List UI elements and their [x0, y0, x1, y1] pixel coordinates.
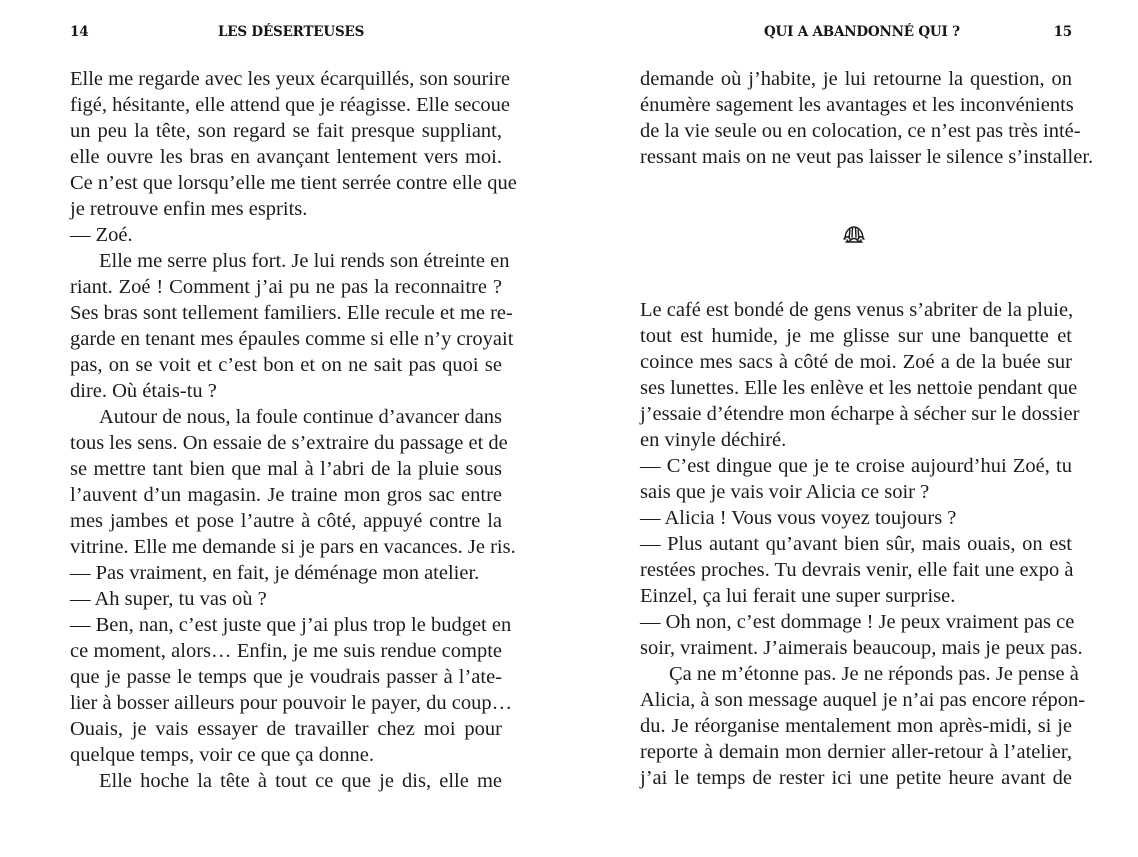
- text-line: reporte à demain mon dernier aller-retour à l’atelier,: [640, 741, 1072, 763]
- body-text-section-one: [640, 66, 1094, 170]
- text-line: mes jambes et pose l’autre à côté, appuyé contre la: [70, 510, 502, 532]
- text-line: — Zoé.: [70, 224, 133, 246]
- text-line: en vinyle déchiré.: [640, 429, 787, 451]
- text-line: restées proches. Tu devrais venir, elle fait une expo à: [640, 559, 1074, 581]
- page-number: 15: [1053, 24, 1072, 40]
- text-line: que je passe le temps que je voudrais passer à l’ate-: [70, 666, 502, 688]
- text-line: ce moment, alors… Enfin, je me suis rendue compte: [70, 640, 502, 662]
- text-line: pas, on se voit et c’est bon et on ne sait pas quoi se: [70, 354, 502, 376]
- text-line: Elle me serre plus fort. Je lui rends son étreinte en: [99, 250, 510, 272]
- text-line: énumère sagement les avantages et les inconvénients: [640, 94, 1074, 116]
- text-line: elle ouvre les bras en avançant lentement vers moi.: [70, 146, 502, 168]
- text-line: Le café est bondé de gens venus s’abriter de la pluie,: [640, 299, 1074, 321]
- text-line: Ce n’est que lorsqu’elle me tient serrée contre elle que: [70, 172, 517, 194]
- text-line: je retrouve enfin mes esprits.: [70, 198, 308, 220]
- text-line: Ouais, je vais essayer de travailler chez moi pour: [70, 718, 502, 740]
- text-line: j’ai le temps de rester ici une petite heure avant de: [640, 767, 1072, 789]
- shell-ornament-icon: [842, 224, 866, 244]
- text-line: sais que je vais voir Alicia ce soir ?: [640, 481, 930, 503]
- text-line: — Plus autant qu’avant bien sûr, mais ouais, on est: [640, 533, 1072, 555]
- text-line: ses lunettes. Elle les enlève et les nettoie pendant que: [640, 377, 1078, 399]
- text-line: Alicia, à son message auquel je n’ai pas encore répon-: [640, 689, 1086, 711]
- text-line: — C’est dingue que je te croise aujourd’hui Zoé, tu: [640, 455, 1072, 477]
- right-page: [640, 0, 1094, 857]
- text-line: tous les sens. On essaie de s’extraire du passage et de: [70, 432, 508, 454]
- running-head-left: [70, 24, 502, 44]
- body-text-section-two: [640, 297, 1086, 791]
- running-title: LES DÉSERTEUSES: [218, 24, 365, 40]
- text-line: se mettre tant bien que mal à l’abri de la pluie sous: [70, 458, 502, 480]
- text-line: Elle me regarde avec les yeux écarquillés, son sourire: [70, 68, 510, 90]
- text-line: — Ben, nan, c’est juste que j’ai plus trop le budget en: [70, 614, 512, 636]
- left-page: [70, 0, 517, 857]
- text-line: ressant mais on ne veut pas laisser le silence s’installer.: [640, 146, 1094, 168]
- body-text: [70, 66, 517, 794]
- text-line: — Oh non, c’est dommage ! Je peux vraiment pas ce: [640, 611, 1075, 633]
- text-line: quelque temps, voir ce que ça donne.: [70, 744, 374, 766]
- running-title: QUI A ABANDONNÉ QUI ?: [764, 24, 960, 40]
- text-line: soir, vraiment. J’aimerais beaucoup, mais je peux pas.: [640, 637, 1083, 659]
- text-line: — Ah super, tu vas où ?: [70, 588, 267, 610]
- text-line: Einzel, ça lui ferait une super surprise.: [640, 585, 956, 607]
- text-line: Elle hoche la tête à tout ce que je dis, elle me: [99, 770, 502, 792]
- text-line: garde en tenant mes épaules comme si elle n’y croyait: [70, 328, 514, 350]
- running-head-right: [640, 24, 1072, 44]
- text-line: de la vie seule ou en colocation, ce n’est pas très inté-: [640, 120, 1081, 142]
- text-line: Ça ne m’étonne pas. Je ne réponds pas. Je pense à: [669, 663, 1079, 685]
- text-line: riant. Zoé ! Comment j’ai pu ne pas la reconnaitre ?: [70, 276, 502, 298]
- text-line: Ses bras sont tellement familiers. Elle recule et me re-: [70, 302, 513, 324]
- text-line: figé, hésitante, elle attend que je réagisse. Elle secoue: [70, 94, 510, 116]
- text-line: coince mes sacs à côté de moi. Zoé a de la buée sur: [640, 351, 1072, 373]
- text-line: tout est humide, je me glisse sur une banquette et: [640, 325, 1072, 347]
- page-number: 14: [70, 24, 89, 40]
- text-line: dire. Où étais-tu ?: [70, 380, 217, 402]
- text-line: — Pas vraiment, en fait, je déménage mon atelier.: [70, 562, 480, 584]
- text-line: vitrine. Elle me demande si je pars en vacances. Je ris.: [70, 536, 516, 558]
- text-line: — Alicia ! Vous vous voyez toujours ?: [640, 507, 957, 529]
- text-line: lier à bosser ailleurs pour pouvoir le payer, du coup…: [70, 692, 513, 714]
- text-line: du. Je réorganise mentalement mon après-midi, si je: [640, 715, 1072, 737]
- text-line: un peu la tête, son regard se fait presque suppliant,: [70, 120, 502, 142]
- text-line: Autour de nous, la foule continue d’avancer dans: [99, 406, 503, 428]
- text-line: l’auvent d’un magasin. Je traine mon gros sac entre: [70, 484, 502, 506]
- text-line: j’essaie d’étendre mon écharpe à sécher sur le dossier: [640, 403, 1080, 425]
- text-line: demande où j’habite, je lui retourne la question, on: [640, 68, 1072, 90]
